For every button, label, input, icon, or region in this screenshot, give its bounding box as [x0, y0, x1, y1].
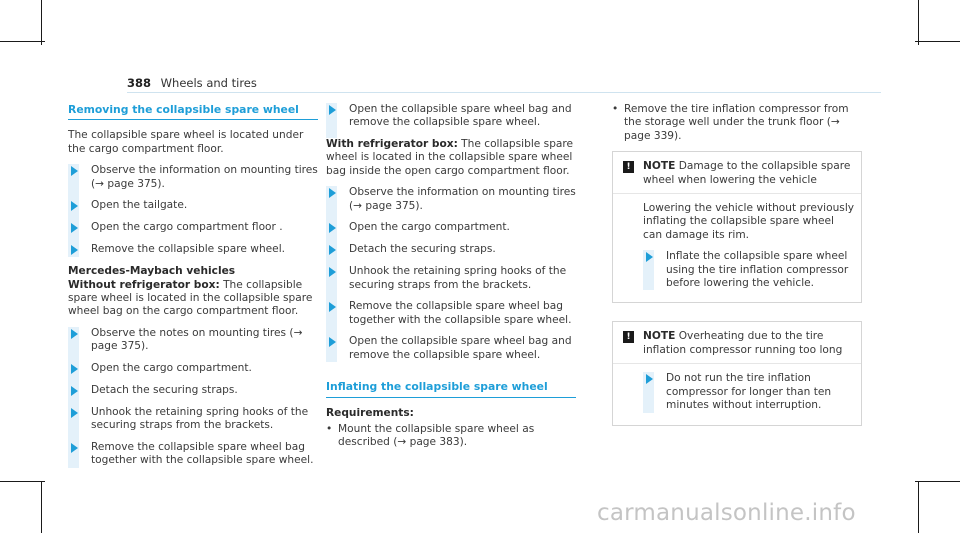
arrow-icon — [71, 223, 78, 233]
step-item: Observe the information on mounting tires (→ page 375). — [326, 186, 576, 213]
bullet-item: • Remove the tire inflation compressor from the storage well under the trunk floor (→ page 339). — [612, 103, 862, 143]
note-title: Damage to the collapsible spare wheel when lowering the vehicle — [643, 160, 851, 186]
arrow-icon — [329, 188, 336, 198]
step-item: Open the cargo compartment. — [68, 362, 318, 376]
arrow-icon — [71, 408, 78, 418]
step-item: Observe the notes on mounting tires (→ page 375). — [68, 327, 318, 354]
arrow-icon — [329, 337, 336, 347]
note-title: Overheating due to the tire inflation compressor running too long — [643, 330, 843, 356]
arrow-icon — [329, 302, 336, 312]
arrow-icon — [71, 329, 78, 339]
section-heading: Inflating the collapsible spare wheel — [326, 380, 576, 397]
note-label: NOTE — [643, 160, 676, 173]
note-body — [613, 194, 861, 302]
crop-mark — [918, 0, 919, 45]
note-header — [613, 322, 861, 364]
step-item: Inflate the collapsible spare wheel using the tire inflation compressor before lowering the vehicle. — [643, 250, 855, 290]
note-text: Lowering the vehicle without previously inflating the collapsible spare wheel can damage its rim. — [643, 202, 855, 241]
step-item: Remove the collapsible spare wheel bag together with the collapsible spare wheel. — [326, 300, 576, 327]
page-number: 388 — [127, 76, 152, 90]
step-item: Open the cargo compartment. — [326, 221, 576, 235]
crop-mark — [915, 481, 960, 482]
crop-mark — [0, 481, 45, 482]
step-item: Open the cargo compartment floor . — [68, 221, 318, 235]
step-item: Open the collapsible spare wheel bag and remove the collapsible spare wheel. — [326, 103, 576, 130]
note-box — [612, 151, 862, 303]
section-heading: Removing the collapsible spare wheel — [68, 103, 318, 120]
crop-mark — [915, 41, 960, 42]
column-2 — [326, 103, 576, 458]
arrow-icon — [329, 267, 336, 277]
arrow-icon — [646, 374, 653, 384]
crop-mark — [41, 0, 42, 45]
arrow-icon — [71, 364, 78, 374]
arrow-icon — [71, 386, 78, 396]
arrow-icon — [71, 201, 78, 211]
crop-mark — [918, 481, 919, 533]
step-item: Unhook the retaining spring hooks of the securing straps from the brackets. — [68, 406, 318, 433]
arrow-icon — [646, 252, 653, 262]
step-item: Do not run the tire inflation compressor for longer than ten minutes without interruption. — [643, 372, 855, 412]
note-label: NOTE — [643, 330, 676, 343]
arrow-icon — [71, 166, 78, 176]
intro-text: The collapsible spare wheel is located under the cargo compartment floor. — [68, 129, 304, 155]
arrow-icon — [329, 105, 336, 115]
step-item: Detach the securing straps. — [68, 384, 318, 398]
step-item: Observe the information on mounting tires (→ page 375). — [68, 164, 318, 191]
crop-mark — [0, 41, 45, 42]
watermark: carmanualsonline.info — [597, 500, 856, 526]
section-title: Wheels and tires — [160, 76, 257, 90]
arrow-icon — [71, 245, 78, 255]
box-paragraph: With refrigerator box: The collapsible spare wheel is located in the collapsible spare wheel bag inside the open cargo compartment floor. — [326, 138, 574, 177]
step-list — [68, 164, 318, 257]
step-list — [326, 186, 576, 362]
warning-icon: ! — [623, 161, 634, 173]
column-1 — [68, 103, 318, 476]
box-paragraph: Without refrigerator box: The collapsible spare wheel is located in the collapsible spare wheel bag on the cargo compartment floor. — [68, 278, 313, 318]
note-box — [612, 321, 862, 425]
step-item: Unhook the retaining spring hooks of the securing straps from the brackets. — [326, 265, 576, 292]
warning-icon: ! — [623, 331, 634, 343]
column-3 — [612, 103, 862, 436]
arrow-icon — [71, 443, 78, 453]
header-divider — [127, 92, 881, 93]
requirements-label: Requirements: — [326, 406, 414, 419]
note-header — [613, 152, 861, 194]
requirement-item: • Mount the collapsible spare wheel as described (→ page 383). — [326, 423, 576, 450]
arrow-icon — [329, 245, 336, 255]
sub-heading: Mercedes-Maybach vehicles — [68, 265, 236, 278]
step-list — [68, 327, 318, 468]
note-body — [613, 364, 861, 424]
step-item: Remove the collapsible spare wheel bag together with the collapsible spare wheel. — [68, 441, 318, 468]
step-item: Remove the collapsible spare wheel. — [68, 243, 318, 257]
step-item: Detach the securing straps. — [326, 243, 576, 257]
step-item: Open the collapsible spare wheel bag and remove the collapsible spare wheel. — [326, 335, 576, 362]
page-header — [127, 76, 257, 90]
crop-mark — [41, 481, 42, 533]
arrow-icon — [329, 223, 336, 233]
step-item: Open the tailgate. — [68, 199, 318, 213]
